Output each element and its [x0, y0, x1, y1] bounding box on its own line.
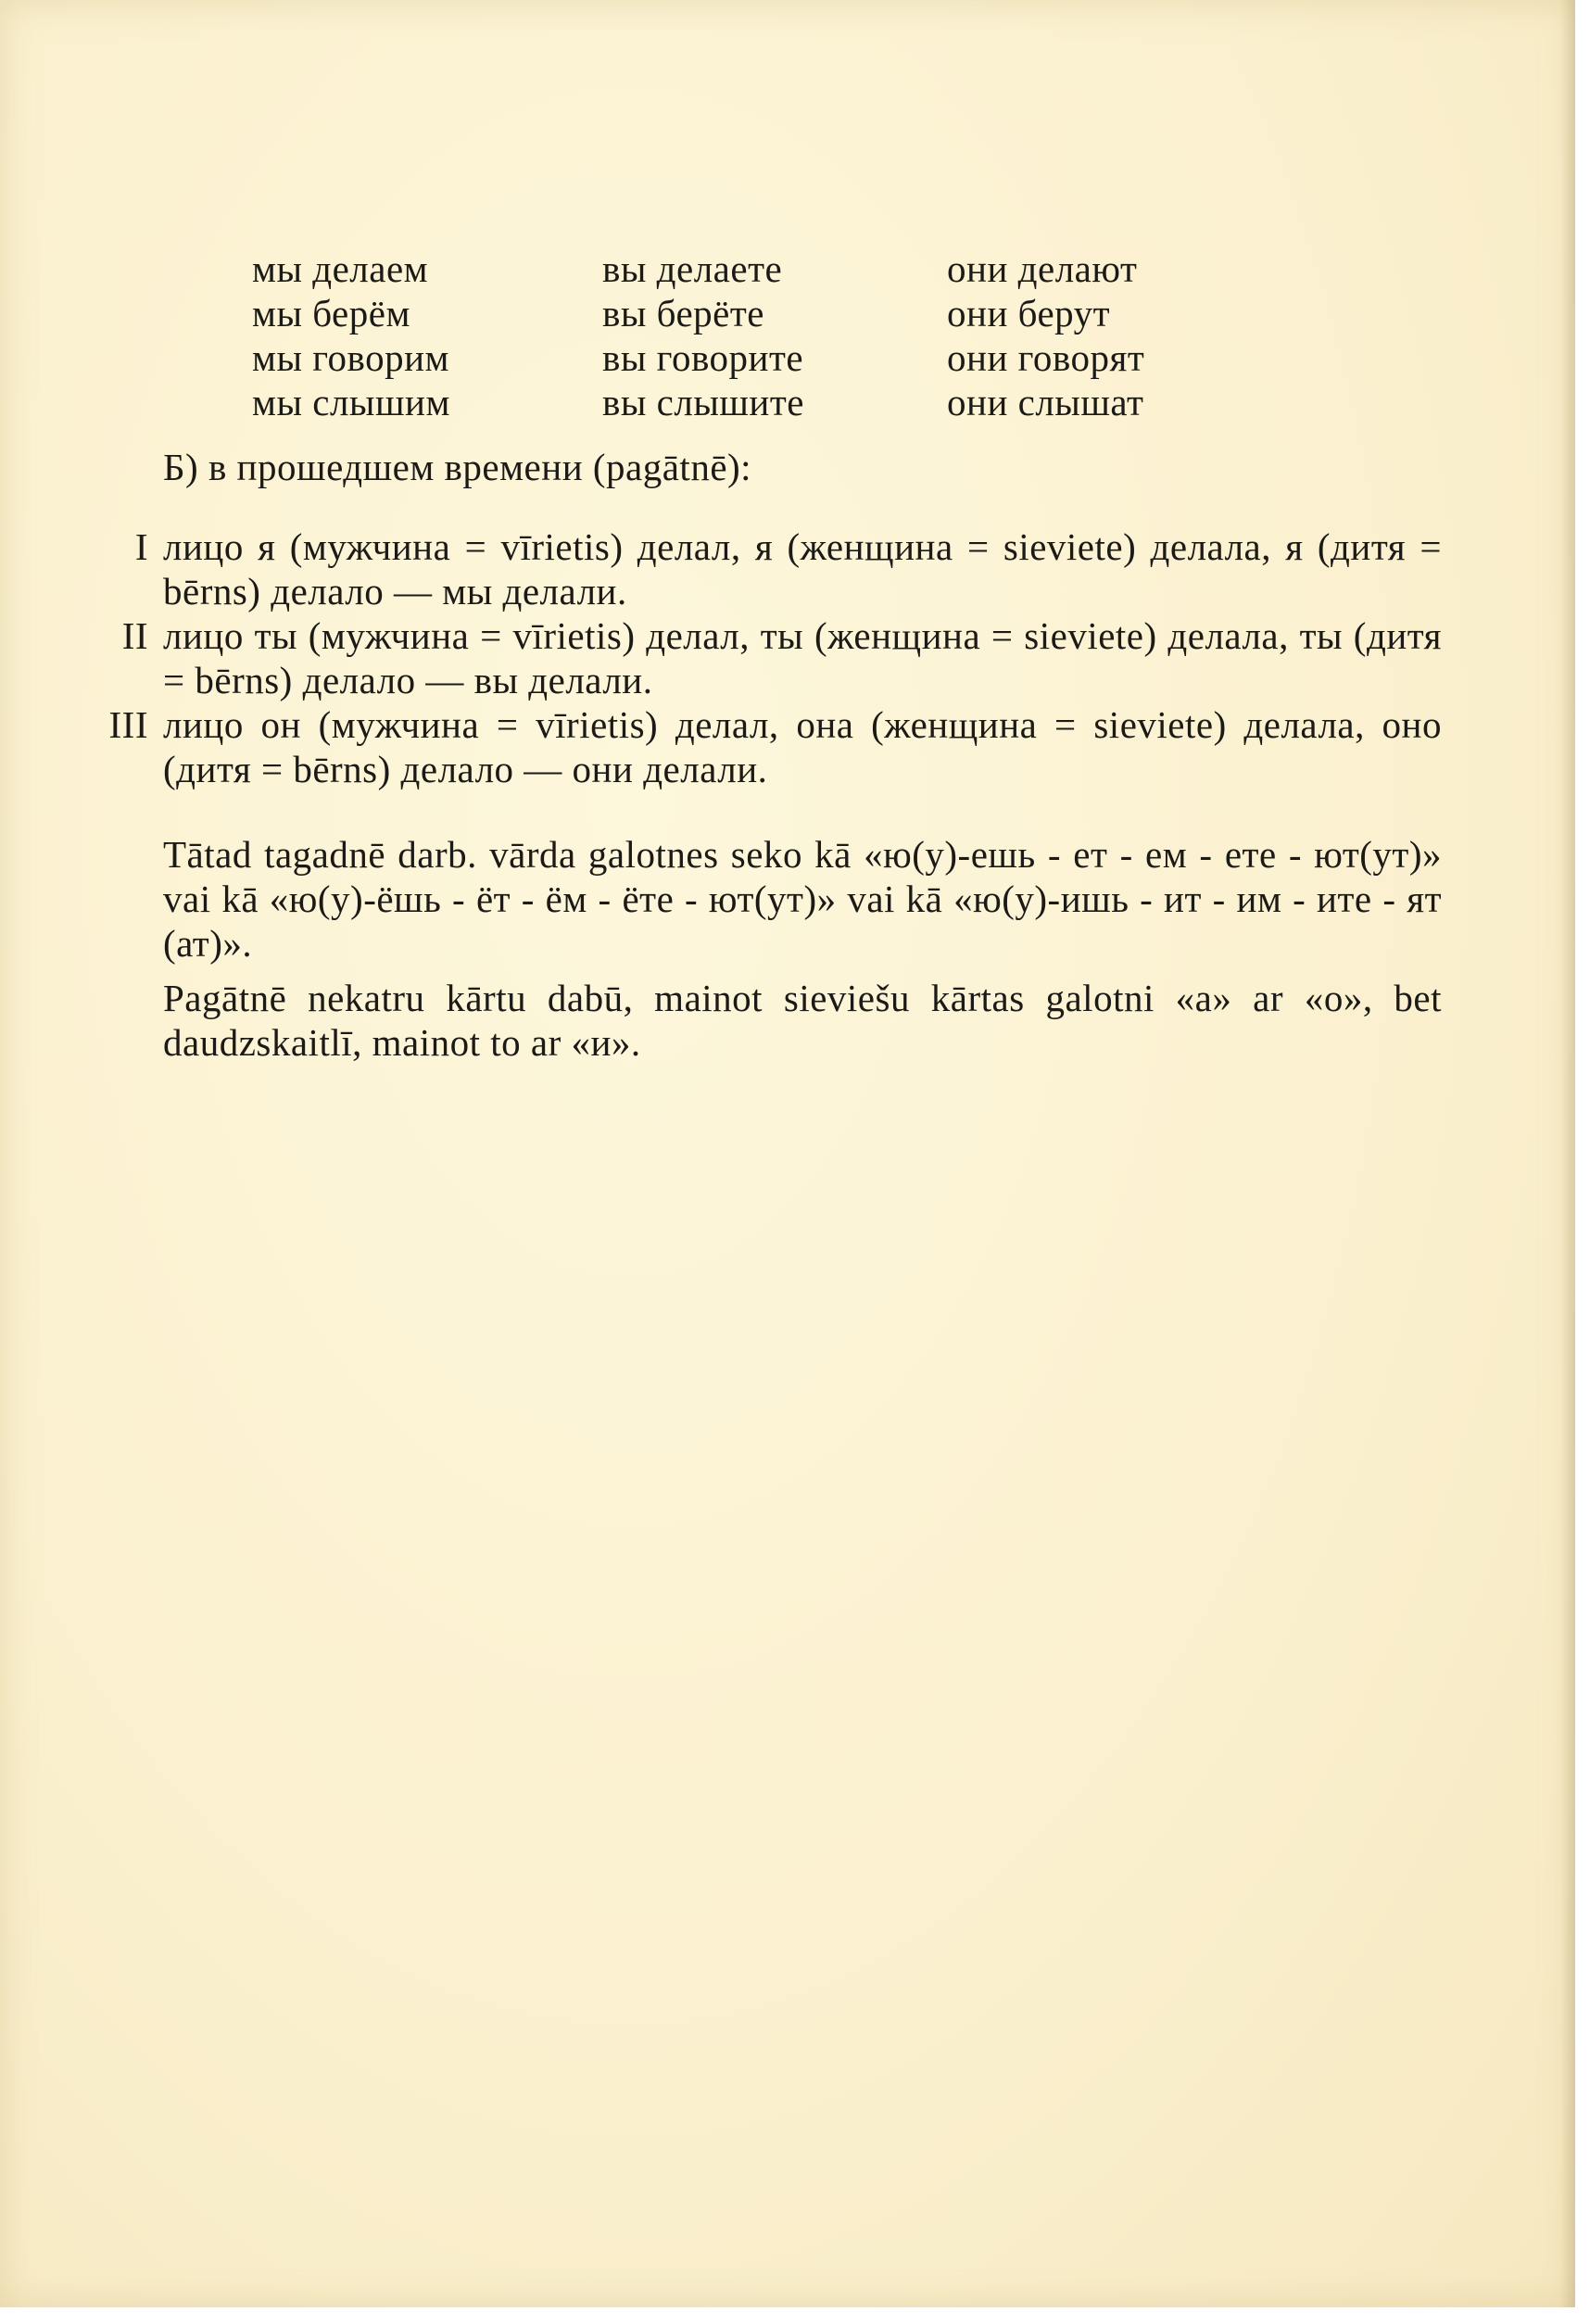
conjugation-you-plural: вы говорите — [602, 336, 804, 379]
conjugation-they: они говорят — [947, 336, 1145, 379]
paragraph-past-endings: Pagātnē nekatru kārtu dabū, mainot sieviešu kārtas galotni «а» ar «о», bet daudzskaitlī, mainot to ar «и». — [163, 977, 1442, 1064]
conjugation-table — [252, 246, 1271, 424]
table-row — [252, 380, 1271, 424]
conjugation-we: мы делаем — [252, 247, 429, 290]
conjugation-you-plural: вы слышите — [602, 381, 804, 423]
conjugation-we: мы берём — [252, 292, 410, 335]
conjugation-we: мы слышим — [252, 381, 450, 423]
person-number: II — [121, 614, 148, 657]
table-row — [252, 291, 1271, 335]
person-text: лицо ты (мужчина = vīrietis) делал, ты (женщина = sieviete) делала, ты (дитя = bērns) делало — вы делали. — [163, 614, 1442, 701]
conjugation-you-plural: вы делаете — [602, 247, 783, 290]
table-row — [252, 335, 1271, 380]
conjugation-they: они берут — [947, 292, 1111, 335]
person-text: лицо он (мужчина = vīrietis) делал, она (женщина = sieviete) делала, оно (дитя = bērns) делало — они делали. — [163, 703, 1442, 790]
person-number: III — [108, 703, 148, 746]
conjugation-you-plural: вы берёте — [602, 292, 764, 335]
table-row — [252, 246, 1271, 291]
conjugation-we: мы говорим — [252, 336, 450, 379]
conjugation-they: они делают — [947, 247, 1138, 290]
person-text: лицо я (мужчина = vīrietis) делал, я (женщина = sieviete) делала, я (дитя = bērns) делало — мы делали. — [163, 525, 1442, 613]
section-heading-past-tense: Б) в прошедшем времени (pagātnē): — [163, 446, 752, 488]
conjugation-they: они слышат — [947, 381, 1144, 423]
paragraph-present-endings: Tātad tagadnē darb. vārda galotnes seko kā «ю(у)-ешь - ет - ем - ете - ют(ут)» vai kā «ю(у)-ёшь - ёт - ём - ёте - ют(ут)» vai kā «ю(у)-ишь - ит - им - ите - ят (ат)». — [163, 833, 1442, 965]
person-number: I — [134, 525, 148, 568]
